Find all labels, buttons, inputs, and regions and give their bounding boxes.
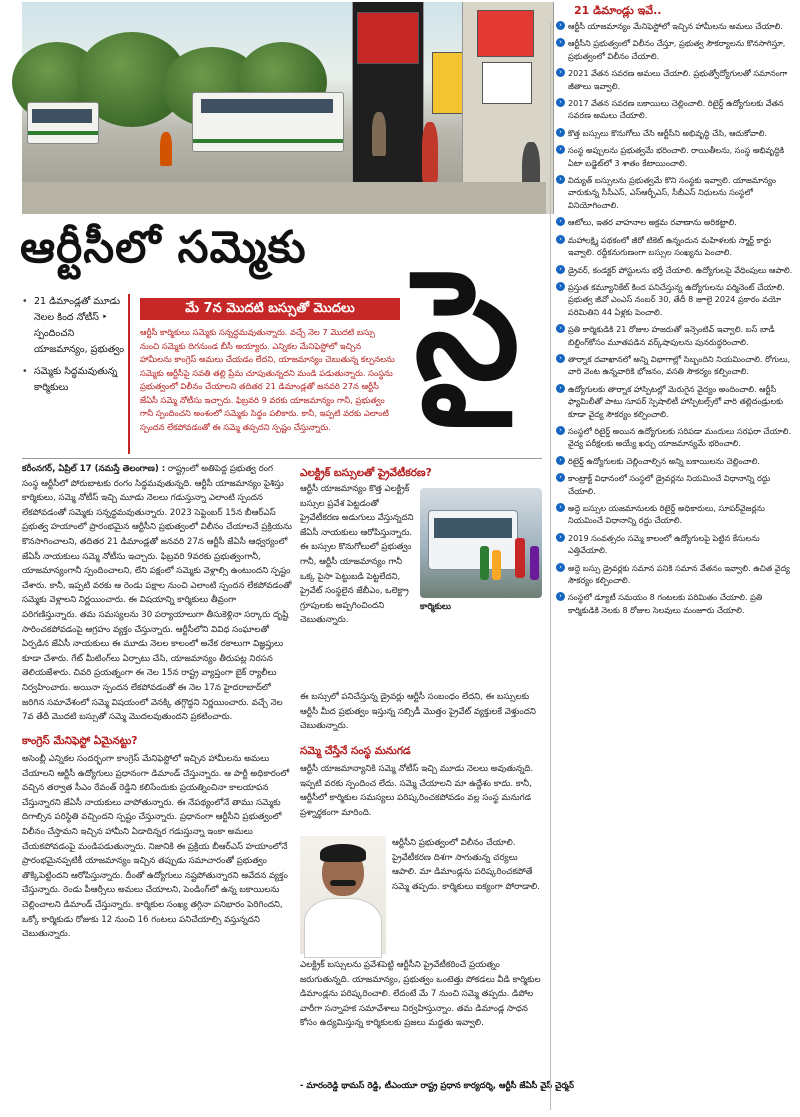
arrow-icon: › [556, 426, 565, 435]
demand-text: అద్దె బస్సు డ్రైవర్లకు సమాన పనికి సమాన వేతనం ఇవ్వాలి. ఉచిత వైద్య సౌకర్యం కల్పించాలి. [568, 562, 790, 586]
demand-text: సంస్థలో రిటైర్డ్ అయిన ఉద్యోగులకు సరిపడా మందులు సరఫరా చేయాలి. వైద్య పరీక్షలకు అయ్యే ఖర్చు యాజమాన్యమే భరించాలి. [568, 425, 792, 449]
demand-item [556, 425, 794, 450]
demand-item [556, 37, 794, 62]
arrow-icon: › [556, 38, 565, 47]
demand-text: రిటైర్డ్ ఉద్యోగులకు చెల్లించాల్సిన అన్ని బకాయిలను చెల్లించాలి. [568, 455, 760, 466]
arrow-icon: › [556, 533, 565, 542]
demand-text: ఆర్టీసీ యాజమాన్యం మేనిఫెస్టోలో ఇచ్చిన హామీలను అమలు చేయాలి. [568, 21, 783, 31]
demand-text: అద్దె బస్సుల యజమానులకు రిటైర్డ్ అధికారులు, సూపర్‌వైజర్లను నియమించే విధానాన్ని రద్దు చేయాలి. [568, 503, 765, 526]
arrow-icon: › [556, 456, 565, 465]
bullet-box [22, 294, 130, 454]
article-column-2b [300, 762, 542, 832]
body-text: అసెంబ్లీ ఎన్నికల సందర్భంగా కాంగ్రెస్ మేనిఫెస్టోలో ఇచ్చిన హామీలను అమలు చేయాలని ఆర్టీసీ ఉద్యోగులు ప్రధానంగా డిమాండ్ చేస్తున్నారు. ఆ పార్టీ అధికారంలో వచ్చిన తర్వాత సీఎం రేవంత్ రెడ్డిని కలిసేందుకు ప్రయత్నించినా కాలయాపన చేస్తున్నారని జేఏసీ నాయకులు వాపోతున్నారు. ఈ నేపథ్యంలోనే తాము సమ్మెకు దిగాల్సిన పరిస్థితి వచ్చిందని స్పష్టం చేస్తున్నారు. ప్రధానంగా ఆర్టీసీని ప్రభుత్వంలో విలీనం చేస్తామని ఇచ్చిన హామీని ఏడాదిన్నర గడుస్తున్నా ఇంకా అమలు చేయకపోవడంపై మండిపడుతున్నారు. నిజానికి ఈ ప్రక్రియ బీఆర్ఎస్ హయాంలోనే ప్రారంభమైనప్పటికీ యాజమాన్యం ఇచ్చిన తప్పుడు సమాచారంతో ప్రభుత్వం తొక్కిపెట్టిందని ఆరోపిస్తున్నారు. దీంతో ఉద్యోగులు నష్టపోతున్నారని ఆవేదన వ్యక్తం చేస్తున్నారు. రెండు పీఆర్సీలు అమలు చేయాలని, పెండింగ్‌లో ఉన్న బకాయిలను చెల్లించాలని డిమాండ్ చేస్తున్నారు. కార్మికుల సంఖ్య తగ్గినా పనిభారం పెరిగిందని, ఒక్కో కార్మికుడు రోజుకు 12 నుంచి 16 గంటలు పనిచేయాల్సి వస్తున్నదని చెబుతున్నారు. [22, 754, 290, 940]
section-heading: కాంగ్రెస్ మేనిఫెస్టో ఏమైనట్టు? [22, 735, 138, 747]
quote-credit: - మారంరెడ్డి థామస్ రెడ్డి, టీఎంయూ రాష్ట్ర ప్రధాన కార్యదర్శి, ఆర్టీసీ జేఏసీ వైస్ చైర్మన్ [300, 1080, 575, 1090]
demand-text: తార్నాక దవాఖానలో అన్ని విభాగాల్లో సిబ్బందిని నియమించాలి. రోగులు, వారి వెంట ఉన్నవారికి భోజనం, వసతి సౌకర్యం కల్పించాలి. [568, 353, 791, 377]
demand-item [556, 216, 794, 228]
article-column-2d [300, 958, 542, 1078]
photo-caption: కార్మికులు [420, 602, 451, 612]
body-text: ఎలక్ట్రిక్ బస్సులను ప్రవేశపెట్టి ఆర్టీసీని ప్రైవేటీకరించే ప్రయత్నం జరుగుతున్నది. యాజమాన్యం, ప్రభుత్వం ఒంటెత్తు పోకడలు వీడి కార్మికుల డిమాండ్లను పరిష్కరించాలి. లేదంటే మే 7 నుంచి సమ్మె తప్పదు. డిపోల వారీగా సన్నాహక సమావేశాలు నిర్వహిస్తున్నాం. తమ డిమాండ్ల సాధన కోసం ఉద్యమిస్తున్న కార్మికులకు ప్రజలు మద్దతు ఇవ్వాలి. [300, 960, 541, 1029]
body-text: ఆర్టీసీని ప్రభుత్వంలో విలీనం చేయాలి. ప్రైవేటీకరణ దిశగా సాగుతున్న చర్యలు ఆపాలి. మా డిమాండ్లను పరిష్కరించకపోతే సమ్మె తప్పదు. కార్మికులు ఐక్యంగా పోరాడాలి. [392, 838, 540, 892]
electric-bus-photo [420, 488, 542, 598]
demand-text: ఉద్యోగులకు తార్నాక హాస్పిటల్లో మెరుగైన వైద్యం అందించాలి. ఆర్టీసీ ఫ్యామిలీతో పాటు సూపర్ స్పెషాలిటీ హాస్పిటల్స్‌లో వారి తల్లిదండ్రులకు కూడా వైద్య సౌకర్యం కల్పించాలి. [568, 383, 784, 419]
bullet-item: • సమ్మెకు సిద్ధమవుతున్న కార్మికులు [22, 364, 128, 396]
arrow-icon: › [556, 384, 565, 393]
arrow-icon: › [556, 68, 565, 77]
headline: ఆర్టీసీలో సమ్మెకు [20, 222, 307, 273]
demand-text: 2019 సంవత్సరం సమ్మె కాలంలో ఉద్యోగులపై పెట్టిన కేసులను ఎత్తివేయాలి. [568, 532, 760, 556]
bus-station-photo [22, 2, 546, 214]
body-text: ఆర్టీసీ యాజమాన్యం కొత్త ఎలక్ట్రిక్ బస్సుల ప్రవేశ పెట్టడంతో ప్రైవేటీకరణ అడుగులు వేస్తున్నదని జేఏసీ నాయకులు ఆరోపిస్తున్నారు. ఈ బస్సుల కొనుగోలులో ప్రభుత్వం గానీ, ఆర్టీసీ యాజమాన్యం గానీ ఒక్క పైసా పెట్టుబడి పెట్టలేదని, ప్రైవేట్ సంస్థలైన జేబీఎం, ఒలెక్ట్రా గ్రూపులకు అప్పగించిందని చెబుతున్నారు. [300, 484, 414, 626]
arrow-icon: › [556, 217, 565, 226]
demand-item [556, 532, 794, 557]
section-heading: సమ్మె చేస్తేనే సంస్థ మనుగడ [300, 745, 411, 757]
body-text: ఈ బస్సులో పనిచేస్తున్న డ్రైవర్లు ఆర్టీసీ సంబంధం లేదని, ఈ బస్సులకు ఆర్టీసీ మీద ప్రభుత్వం ఇస్తున్న సబ్సిడీ మొత్తం ప్రైవేట్ వ్యక్తులకే వెళ్తుందని చెబుతున్నారు. [300, 692, 536, 732]
demand-item [556, 383, 794, 420]
arrow-icon: › [556, 282, 565, 291]
dateline: కరీంనగర్, ఏప్రిల్ 17 (నమస్తే తెలంగాణ) : [22, 464, 166, 474]
demand-item [556, 323, 794, 348]
arrow-icon: › [556, 128, 565, 137]
demands-list [556, 2, 794, 1110]
section-heading: ఎలక్ట్రిక్ బస్సులతో ప్రైవేటీకరణ? [300, 467, 432, 479]
demand-text: సంస్థ అప్పులను ప్రభుత్వమే భరించాలి. రాయితీలను, సంస్థ అభివృద్ధికి ఏటా బడ్జెట్‌లో 3 శాతం కేటాయించాలి. [568, 145, 785, 168]
arrow-icon: › [556, 473, 565, 482]
photo-caption-area [420, 600, 542, 690]
demand-text: ప్రతి కార్మికుడికి 21 రోజుల హజరుతో ఇన్సెంటివ్ ఇవ్వాలి. బస్ బాడీ బిల్డింగ్‌కోసం మూతపడిన వర్క్‌షాపులను పునరుద్ధరించాలి. [568, 324, 775, 347]
divider [550, 22, 551, 1110]
arrow-icon: › [556, 503, 565, 512]
article-column-1 [22, 462, 292, 730]
arrow-icon: › [556, 98, 565, 107]
arrow-icon: › [556, 563, 565, 572]
intro-paragraph: ఆర్టీసీ కార్మికులు సమ్మెకు సన్నద్ధమవుతున్నారు. వచ్చే నెల 7 మొదటి బస్సు నుంచి సమ్మెకు దిగనుండ బీసీ అయ్యారు. ఎన్నికల మేనిఫెస్టోలో ఇచ్చిన హామీలను కాంగ్రెస్ అమలు చేయడం లేదని, యాజమాన్యం చెబుతున్న కల్పనలను సమ్మెకు ఆర్టీసీపై సవతి తల్లి ప్రేమ చూపుతున్నదని మండి పడుతున్నారు. సంస్థను ప్రభుత్వంలో విలీనం చేయాలని తదితర 21 డిమాండ్లతో జనవరి 27న ఆర్టీసీ జేఏసీ సమ్మె నోటీసు ఇచ్చారు. ఫిబ్రవరి 9 వరకు యాజమాన్యం గానీ, ప్రభుత్వం గానీ స్పందించని అంశంలో సమ్మెకు సిద్ధం పలికారు. కానీ, ఇప్పటి వరకు ఎలాంటి స్పందన లేకపోవడంతో ఈ సమ్మె తప్పదని స్పష్టం చేస్తున్నారు. [140, 327, 395, 432]
demand-text: 2017 వేతన సవరణ బకాయిలు చెల్లించాలి. రిటైర్డ్ ఉద్యోగులకు వేతన సవరణ అమలు చేయాలి. [568, 98, 784, 121]
demand-item [556, 281, 794, 318]
body-text: ఆర్టీసీ యాజమాన్యానికి సమ్మె నోటీస్ ఇచ్చి మూడు నెలలు అవుతున్నది. ఇప్పటి వరకు స్పందించ లేదు. సమ్మె చేయాలని మా ఉద్దేశం కాదు. కానీ, ఆర్టీసీలో కార్మికుల సమస్యలు పరిష్కరించకపోవడం వల్ల సంస్థ మనుగడ ప్రశ్నార్థకంగా మారింది. [300, 764, 534, 818]
demand-item [556, 127, 794, 139]
arrow-icon: › [556, 265, 565, 274]
article-column-2c [392, 836, 542, 956]
body-text: రాష్ట్రంలో అతిపెద్ద ప్రభుత్వ రంగ సంస్థ ఆర్టీసీలో పోరుబాటకు రంగం సిద్ధమవుతున్నది. ఆర్టీసీ యాజమాన్యం పైశిస్తు కార్మికులు, సమ్మె నోటీస్ ఇచ్చి మూడు నెలలు గడుస్తున్నా ఎలాంటి స్పందన లేకపోవడంతో సమ్మెకు సన్నద్ధమవుతున్నారు. 2023 సెప్టెంబర్ 15న బీఆర్ఎస్ ప్రభుత్వ హయాంలో ప్రారంభమైన ఆర్టీసీని ప్రభుత్వంలో విలీనం చేయాలనే ప్రక్రియను కొనసాగించాలని, తదితర 21 డిమాండ్లతో జనవరి 27న ఆర్టీసీ జేఏసీ ఆధ్వర్యంలో జేఏసీ నాయకులు సమ్మె నోటీసు ఇచ్చారు. ఫిబ్రవరి 9వరకు ప్రభుత్వంగానీ, యాజమాన్యంగానీ స్పందించాలని, లేని పక్షంలో సమ్మెకు వెళ్లాల్సి ఉంటుందని స్పష్టం చేశారు. కానీ, ఇప్పటి వరకు ఆ రెండు పక్షాల నుంచి ఎలాంటి స్పందన లేకపోవడంతో సమ్మెకు వెళ్లాలని నిర్ణయించారు. ఈ విషయాన్ని కార్మికులు తీవ్రంగా పరిగణిస్తున్నారు. తమ సమస్యలను 30 పర్యాయాలుగా తీసుకెళ్లినా సర్కారు దృష్టి సారించకపోవడంపై ఆగ్రహం వ్యక్తం చేస్తున్నారు. ఆర్టీసీలోని వివిధ సంఘాలతో ఏర్పడిన జేఏసీ నాయకులు ఈ మూడు నెలల కాలంలో అనేక రకాలుగా విజ్ఞప్తులు కూడా చేశారు. గేట్ మీటింగ్‌లు ఏర్పాటు చేసి, యాజమాన్యం తీరుపట్ల నిరసన తెలియజేశారు. చివరి ప్రయత్నంగా ఈ నెల 15న రాష్ట్ర వ్యాప్తంగా బైక్ ర్యాలీలు నిర్వహించారు. అయినా స్పందన లేకపోవడంతో ఈ నెల 17న హైదరాబాద్‌లో జరిగిన సమావేశంలో సమ్మె విషయంలో వెనక్కి తగ్గొద్దని నిర్ణయించారు. వచ్చే నెల 7వ తేదీ మొదటి బస్సుతో సమ్మె మొదలవుతుందని ప్రకటించారు. [22, 464, 292, 723]
demand-item [556, 144, 794, 169]
arrow-icon: › [556, 592, 565, 601]
arrow-icon: › [556, 324, 565, 333]
subheadline: మే 7న మొదటి బస్సుతో మొదలు [140, 298, 400, 320]
demand-text: ఆర్టీసీని ప్రభుత్వంలో విలీనం చేస్తూ, ప్రభుత్వ సౌకర్యాలను కొనసాగిస్తూ, ప్రభుత్వంలో విలీనం చేయాలి. [568, 38, 786, 61]
demand-text: ప్రస్తుత కమ్యూనికేట్ కింద పనిచేస్తున్న ఉద్యోగులను పర్మినెంట్ చేయాలి. ప్రభుత్వ జీవో ఎంఎస్ నంబర్ 30, తేదీ 8 జూలై 2024 ప్రకారం వయో పరిమితిని 44 ఏళ్లకు పెంచాలి. [568, 281, 785, 317]
demand-item [556, 97, 794, 122]
arrow-icon: › [556, 145, 565, 154]
arrow-icon: › [556, 235, 565, 244]
demand-item [556, 174, 794, 211]
headline-big-char: సై [414, 239, 520, 413]
demand-text: మహాలక్ష్మి పథకంలో జీరో టికెట్ ఉన్నందున మహిళలకు స్మార్ట్ కార్డు ఇవ్వాలి. రద్దీకనుగుణంగా బస్సుల సంఖ్యను పెంచాలి. [568, 234, 772, 258]
arrow-icon: › [556, 175, 565, 184]
demand-item [556, 455, 794, 467]
demand-item [556, 591, 794, 616]
demand-item [556, 353, 794, 378]
demand-item [556, 264, 794, 276]
article-column-1b [22, 752, 292, 1098]
demand-text: 2021 వేతన సవరణ అమలు చేయాలి. ప్రభుత్వోద్యోగులతో సమానంగా జీతాలు ఇవ్వాలి. [568, 68, 788, 91]
demand-item [556, 67, 794, 92]
demand-text: సంస్థలో డ్యూటీ సమయం 8 గంటలకు పరిమితం చేయాలి. ప్రతి కార్మికుడికి నెలకు 8 రోజుల సెలవులు మంజూరు చేయాలి. [568, 592, 763, 615]
demand-item [556, 502, 794, 527]
arrow-icon: › [556, 354, 565, 363]
demands-heading: 21 డిమాండ్లు ఇవే.. [574, 4, 662, 17]
speaker-portrait [300, 836, 386, 954]
demand-item [556, 234, 794, 259]
demand-item [556, 20, 794, 32]
article-column-2 [300, 482, 418, 690]
arrow-icon: › [556, 21, 565, 30]
demand-text: విద్యుత్ బస్సులను ప్రభుత్వమే కొని సంస్థకు ఇవ్వాలి. యాజమాన్యం వారుకున్న సీసీఎస్, ఎస్ఆర్బీఎస్, సీబీఎస్ నిధులను సంస్థలో వినియోగించాలి. [568, 175, 777, 210]
bullet-item: • 21 డిమాండ్లతో మూడు నెలల కింద నోటీస్ ‣ స్పందించని యాజమాన్యం, ప్రభుత్వం [22, 294, 128, 358]
demand-item [556, 562, 794, 587]
demand-text: కాంట్రాక్ట్ విధానంలో సంస్థలో డ్రైవర్లను నియమించే విధానాన్ని రద్దు చేయాలి. [568, 473, 771, 496]
demand-item [556, 472, 794, 497]
divider [22, 458, 542, 459]
demand-text: కొత్త బస్సులు కొనుగోలు చేసి ఆర్టీసీని అభివృద్ధి చేసి, ఆదుకోవాలి. [568, 127, 767, 138]
demand-text: డ్రైవర్, కండక్టర్ పోస్టులను భర్తీ చేయాలి. ఉద్యోగులపై వేధింపులు ఆపాలి. [568, 264, 793, 275]
article-column-2-continued [300, 690, 542, 732]
demand-text: ఆటోలు, ఇతర వాహనాల అక్రమ రవాణాను అరికట్టాలి. [568, 217, 737, 228]
